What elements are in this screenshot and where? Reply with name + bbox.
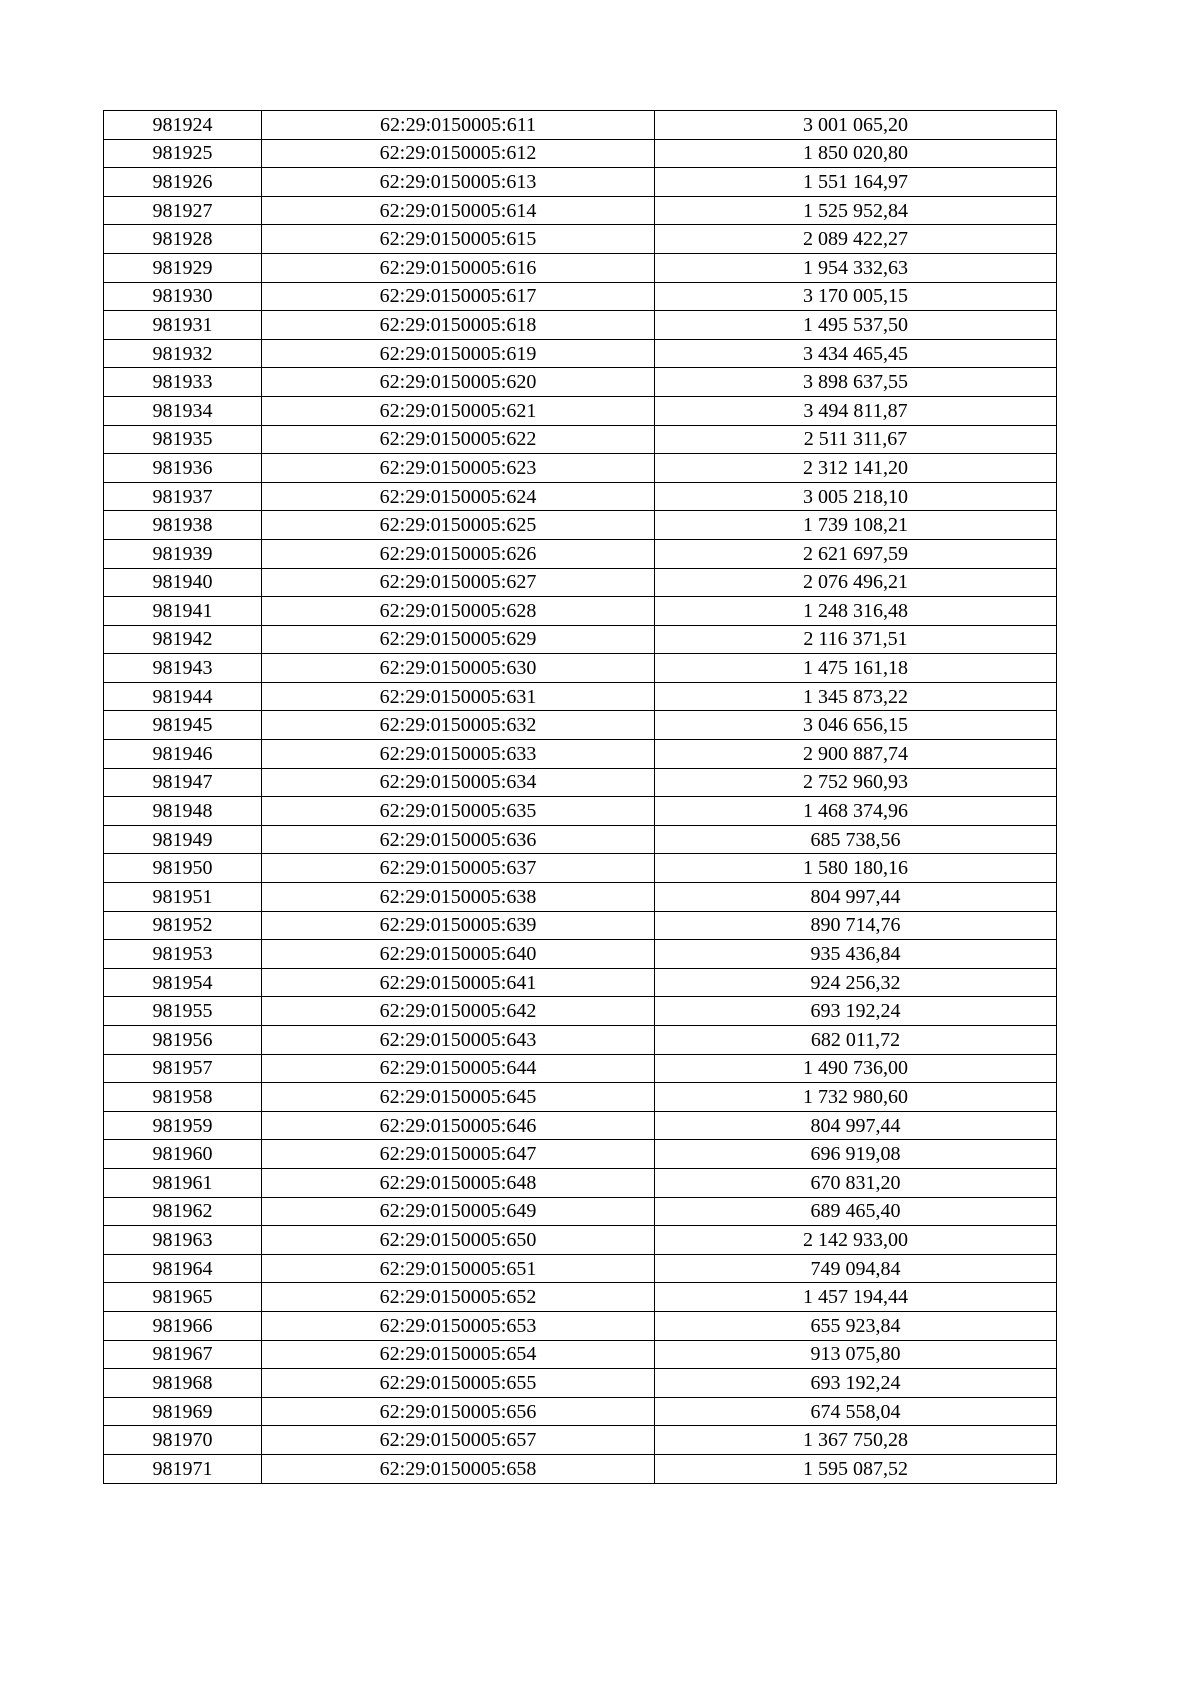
cadastral-value-cell: 3 005 218,10: [655, 482, 1057, 511]
row-number-cell: 981937: [104, 482, 262, 511]
row-number-cell: 981967: [104, 1340, 262, 1369]
cadastral-value-cell: 1 475 161,18: [655, 654, 1057, 683]
table-row: [104, 711, 1057, 740]
row-number-cell: 981941: [104, 597, 262, 626]
row-number-cell: 981969: [104, 1397, 262, 1426]
table-row: [104, 1140, 1057, 1169]
table-row: [104, 425, 1057, 454]
row-number-cell: 981951: [104, 883, 262, 912]
cadastral-value-cell: 1 954 332,63: [655, 253, 1057, 282]
cadastral-value-cell: 2 089 422,27: [655, 225, 1057, 254]
row-number-cell: 981952: [104, 911, 262, 940]
table-row: [104, 597, 1057, 626]
row-number-cell: 981925: [104, 139, 262, 168]
table-row: [104, 1026, 1057, 1055]
cadastral-value-cell: 804 997,44: [655, 883, 1057, 912]
cadastral-number-cell: 62:29:0150005:620: [262, 368, 655, 397]
cadastral-value-cell: 685 738,56: [655, 825, 1057, 854]
cadastral-number-cell: 62:29:0150005:651: [262, 1254, 655, 1283]
cadastral-value-cell: 693 192,24: [655, 997, 1057, 1026]
cadastral-number-cell: 62:29:0150005:642: [262, 997, 655, 1026]
row-number-cell: 981928: [104, 225, 262, 254]
row-number-cell: 981948: [104, 797, 262, 826]
table-row: [104, 1340, 1057, 1369]
table-row: [104, 1426, 1057, 1455]
row-number-cell: 981963: [104, 1226, 262, 1255]
cadastral-number-cell: 62:29:0150005:645: [262, 1083, 655, 1112]
cadastral-value-cell: 1 739 108,21: [655, 511, 1057, 540]
table-row: [104, 1283, 1057, 1312]
row-number-cell: 981971: [104, 1454, 262, 1483]
cadastral-number-cell: 62:29:0150005:613: [262, 168, 655, 197]
row-number-cell: 981932: [104, 339, 262, 368]
cadastral-number-cell: 62:29:0150005:611: [262, 111, 655, 140]
table-row: [104, 139, 1057, 168]
cadastral-value-cell: 890 714,76: [655, 911, 1057, 940]
table-row: [104, 1226, 1057, 1255]
table-body: [104, 111, 1057, 1484]
cadastral-number-cell: 62:29:0150005:615: [262, 225, 655, 254]
cadastral-number-cell: 62:29:0150005:649: [262, 1197, 655, 1226]
cadastral-number-cell: 62:29:0150005:624: [262, 482, 655, 511]
table-row: [104, 311, 1057, 340]
cadastral-number-cell: 62:29:0150005:647: [262, 1140, 655, 1169]
cadastral-number-cell: 62:29:0150005:641: [262, 968, 655, 997]
cadastral-value-cell: 1 732 980,60: [655, 1083, 1057, 1112]
cadastral-number-cell: 62:29:0150005:628: [262, 597, 655, 626]
row-number-cell: 981933: [104, 368, 262, 397]
cadastral-number-cell: 62:29:0150005:653: [262, 1311, 655, 1340]
row-number-cell: 981939: [104, 539, 262, 568]
cadastral-value-cell: 2 116 371,51: [655, 625, 1057, 654]
row-number-cell: 981930: [104, 282, 262, 311]
cadastral-value-cell: 3 494 811,87: [655, 396, 1057, 425]
row-number-cell: 981956: [104, 1026, 262, 1055]
row-number-cell: 981945: [104, 711, 262, 740]
cadastral-number-cell: 62:29:0150005:629: [262, 625, 655, 654]
table-row: [104, 625, 1057, 654]
table-row: [104, 940, 1057, 969]
cadastral-value-cell: 1 551 164,97: [655, 168, 1057, 197]
row-number-cell: 981926: [104, 168, 262, 197]
table-row: [104, 883, 1057, 912]
cadastral-number-cell: 62:29:0150005:623: [262, 454, 655, 483]
row-number-cell: 981934: [104, 396, 262, 425]
cadastral-value-cell: 2 076 496,21: [655, 568, 1057, 597]
cadastral-value-cell: 682 011,72: [655, 1026, 1057, 1055]
cadastral-value-cell: 1 248 316,48: [655, 597, 1057, 626]
cadastral-number-cell: 62:29:0150005:626: [262, 539, 655, 568]
row-number-cell: 981964: [104, 1254, 262, 1283]
row-number-cell: 981942: [104, 625, 262, 654]
table-row: [104, 997, 1057, 1026]
table-row: [104, 339, 1057, 368]
cadastral-value-cell: 804 997,44: [655, 1111, 1057, 1140]
cadastral-number-cell: 62:29:0150005:655: [262, 1369, 655, 1398]
cadastral-value-cell: 913 075,80: [655, 1340, 1057, 1369]
table-row: [104, 1397, 1057, 1426]
row-number-cell: 981970: [104, 1426, 262, 1455]
cadastral-number-cell: 62:29:0150005:654: [262, 1340, 655, 1369]
table-row: [104, 682, 1057, 711]
cadastral-value-cell: 749 094,84: [655, 1254, 1057, 1283]
row-number-cell: 981958: [104, 1083, 262, 1112]
cadastral-number-cell: 62:29:0150005:639: [262, 911, 655, 940]
cadastral-value-cell: 2 621 697,59: [655, 539, 1057, 568]
cadastral-number-cell: 62:29:0150005:627: [262, 568, 655, 597]
table-row: [104, 511, 1057, 540]
row-number-cell: 981961: [104, 1168, 262, 1197]
row-number-cell: 981944: [104, 682, 262, 711]
row-number-cell: 981946: [104, 740, 262, 769]
cadastral-number-cell: 62:29:0150005:638: [262, 883, 655, 912]
cadastral-value-cell: 2 312 141,20: [655, 454, 1057, 483]
row-number-cell: 981936: [104, 454, 262, 483]
cadastral-number-cell: 62:29:0150005:634: [262, 768, 655, 797]
cadastral-number-cell: 62:29:0150005:631: [262, 682, 655, 711]
cadastral-value-cell: 689 465,40: [655, 1197, 1057, 1226]
cadastral-value-cell: 1 468 374,96: [655, 797, 1057, 826]
cadastral-number-cell: 62:29:0150005:630: [262, 654, 655, 683]
cadastral-number-cell: 62:29:0150005:650: [262, 1226, 655, 1255]
table-row: [104, 1369, 1057, 1398]
cadastral-value-cell: 696 919,08: [655, 1140, 1057, 1169]
cadastral-value-cell: 655 923,84: [655, 1311, 1057, 1340]
cadastral-value-cell: 693 192,24: [655, 1369, 1057, 1398]
cadastral-value-cell: 3 001 065,20: [655, 111, 1057, 140]
cadastral-value-cell: 2 142 933,00: [655, 1226, 1057, 1255]
cadastral-value-cell: 1 495 537,50: [655, 311, 1057, 340]
table-row: [104, 1111, 1057, 1140]
cadastral-value-cell: 935 436,84: [655, 940, 1057, 969]
row-number-cell: 981931: [104, 311, 262, 340]
cadastral-value-cell: 924 256,32: [655, 968, 1057, 997]
cadastral-number-cell: 62:29:0150005:636: [262, 825, 655, 854]
row-number-cell: 981953: [104, 940, 262, 969]
table-row: [104, 111, 1057, 140]
cadastral-number-cell: 62:29:0150005:646: [262, 1111, 655, 1140]
cadastral-value-cell: 3 434 465,45: [655, 339, 1057, 368]
table-row: [104, 482, 1057, 511]
row-number-cell: 981938: [104, 511, 262, 540]
row-number-cell: 981968: [104, 1369, 262, 1398]
table-row: [104, 825, 1057, 854]
cadastral-number-cell: 62:29:0150005:644: [262, 1054, 655, 1083]
cadastral-value-cell: 1 850 020,80: [655, 139, 1057, 168]
cadastral-value-cell: 1 595 087,52: [655, 1454, 1057, 1483]
row-number-cell: 981965: [104, 1283, 262, 1312]
row-number-cell: 981927: [104, 196, 262, 225]
cadastral-number-cell: 62:29:0150005:652: [262, 1283, 655, 1312]
row-number-cell: 981924: [104, 111, 262, 140]
cadastral-value-cell: 2 900 887,74: [655, 740, 1057, 769]
cadastral-number-cell: 62:29:0150005:617: [262, 282, 655, 311]
table-row: [104, 568, 1057, 597]
cadastral-number-cell: 62:29:0150005:614: [262, 196, 655, 225]
table-row: [104, 1254, 1057, 1283]
row-number-cell: 981966: [104, 1311, 262, 1340]
row-number-cell: 981943: [104, 654, 262, 683]
table-row: [104, 911, 1057, 940]
cadastral-value-cell: 1 525 952,84: [655, 196, 1057, 225]
cadastral-value-cell: 674 558,04: [655, 1397, 1057, 1426]
table-row: [104, 196, 1057, 225]
cadastral-number-cell: 62:29:0150005:625: [262, 511, 655, 540]
table-row: [104, 740, 1057, 769]
cadastral-number-cell: 62:29:0150005:632: [262, 711, 655, 740]
row-number-cell: 981959: [104, 1111, 262, 1140]
cadastral-number-cell: 62:29:0150005:643: [262, 1026, 655, 1055]
row-number-cell: 981957: [104, 1054, 262, 1083]
cadastral-value-cell: 3 170 005,15: [655, 282, 1057, 311]
cadastral-number-cell: 62:29:0150005:618: [262, 311, 655, 340]
cadastral-number-cell: 62:29:0150005:619: [262, 339, 655, 368]
cadastral-number-cell: 62:29:0150005:616: [262, 253, 655, 282]
cadastral-number-cell: 62:29:0150005:633: [262, 740, 655, 769]
cadastral-value-cell: 1 457 194,44: [655, 1283, 1057, 1312]
table-row: [104, 797, 1057, 826]
row-number-cell: 981960: [104, 1140, 262, 1169]
row-number-cell: 981955: [104, 997, 262, 1026]
table-row: [104, 225, 1057, 254]
table-row: [104, 253, 1057, 282]
cadastral-value-cell: 1 345 873,22: [655, 682, 1057, 711]
row-number-cell: 981929: [104, 253, 262, 282]
table-row: [104, 454, 1057, 483]
cadastral-value-table: [103, 110, 1057, 1484]
cadastral-number-cell: 62:29:0150005:658: [262, 1454, 655, 1483]
row-number-cell: 981954: [104, 968, 262, 997]
cadastral-number-cell: 62:29:0150005:637: [262, 854, 655, 883]
cadastral-value-cell: 1 367 750,28: [655, 1426, 1057, 1455]
table-row: [104, 1197, 1057, 1226]
cadastral-value-cell: 670 831,20: [655, 1168, 1057, 1197]
table-row: [104, 854, 1057, 883]
table-row: [104, 396, 1057, 425]
table-row: [104, 1054, 1057, 1083]
table-row: [104, 1083, 1057, 1112]
row-number-cell: 981940: [104, 568, 262, 597]
table-row: [104, 1168, 1057, 1197]
cadastral-value-cell: 3 046 656,15: [655, 711, 1057, 740]
row-number-cell: 981949: [104, 825, 262, 854]
cadastral-number-cell: 62:29:0150005:621: [262, 396, 655, 425]
table-row: [104, 368, 1057, 397]
table-row: [104, 1311, 1057, 1340]
cadastral-value-cell: 2 752 960,93: [655, 768, 1057, 797]
table-row: [104, 768, 1057, 797]
cadastral-number-cell: 62:29:0150005:635: [262, 797, 655, 826]
table-row: [104, 968, 1057, 997]
table-row: [104, 282, 1057, 311]
cadastral-number-cell: 62:29:0150005:612: [262, 139, 655, 168]
table-row: [104, 539, 1057, 568]
table-row: [104, 654, 1057, 683]
table-row: [104, 168, 1057, 197]
cadastral-value-cell: 1 580 180,16: [655, 854, 1057, 883]
row-number-cell: 981962: [104, 1197, 262, 1226]
cadastral-number-cell: 62:29:0150005:656: [262, 1397, 655, 1426]
row-number-cell: 981950: [104, 854, 262, 883]
cadastral-value-cell: 1 490 736,00: [655, 1054, 1057, 1083]
cadastral-value-cell: 3 898 637,55: [655, 368, 1057, 397]
cadastral-number-cell: 62:29:0150005:648: [262, 1168, 655, 1197]
row-number-cell: 981947: [104, 768, 262, 797]
table-row: [104, 1454, 1057, 1483]
cadastral-value-cell: 2 511 311,67: [655, 425, 1057, 454]
cadastral-number-cell: 62:29:0150005:622: [262, 425, 655, 454]
cadastral-number-cell: 62:29:0150005:640: [262, 940, 655, 969]
cadastral-number-cell: 62:29:0150005:657: [262, 1426, 655, 1455]
row-number-cell: 981935: [104, 425, 262, 454]
